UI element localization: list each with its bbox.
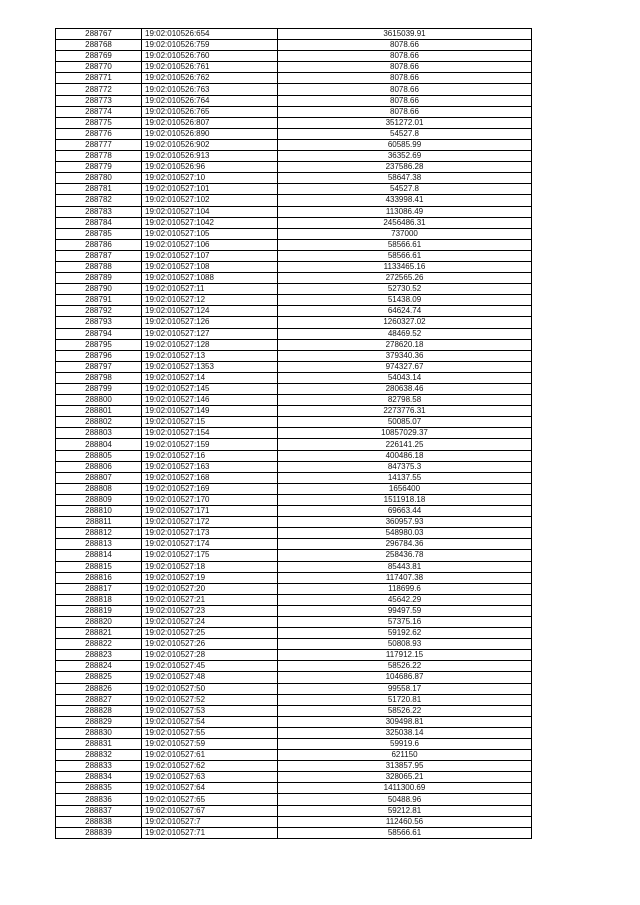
row-id-cell: 288833 xyxy=(56,761,142,772)
row-id-cell: 288786 xyxy=(56,239,142,250)
cadastral-code-cell: 19:02:010526:761 xyxy=(142,62,278,73)
cadastral-code-cell: 19:02:010527:45 xyxy=(142,661,278,672)
row-id-cell: 288822 xyxy=(56,639,142,650)
amount-cell: 1656400 xyxy=(278,483,532,494)
cadastral-code-cell: 19:02:010527:24 xyxy=(142,616,278,627)
amount-cell: 50488.96 xyxy=(278,794,532,805)
table-row xyxy=(56,162,532,173)
amount-cell: 48469.52 xyxy=(278,328,532,339)
cadastral-code-cell: 19:02:010527:62 xyxy=(142,761,278,772)
amount-cell: 8078.66 xyxy=(278,95,532,106)
row-id-cell: 288800 xyxy=(56,395,142,406)
row-id-cell: 288826 xyxy=(56,683,142,694)
amount-cell: 99558.17 xyxy=(278,683,532,694)
cadastral-code-cell: 19:02:010527:14 xyxy=(142,372,278,383)
amount-cell: 60585.99 xyxy=(278,139,532,150)
amount-cell: 54527.8 xyxy=(278,128,532,139)
table-row xyxy=(56,117,532,128)
table-row xyxy=(56,483,532,494)
table-row xyxy=(56,705,532,716)
table-row xyxy=(56,250,532,261)
cadastral-code-cell: 19:02:010526:764 xyxy=(142,95,278,106)
cadastral-code-cell: 19:02:010527:168 xyxy=(142,472,278,483)
row-id-cell: 288776 xyxy=(56,128,142,139)
amount-cell: 258436.78 xyxy=(278,550,532,561)
cadastral-code-cell: 19:02:010527:170 xyxy=(142,494,278,505)
amount-cell: 14137.55 xyxy=(278,472,532,483)
amount-cell: 52730.52 xyxy=(278,284,532,295)
amount-cell: 621150 xyxy=(278,750,532,761)
cadastral-code-cell: 19:02:010527:28 xyxy=(142,650,278,661)
table-row xyxy=(56,217,532,228)
table-row xyxy=(56,428,532,439)
amount-cell: 58566.61 xyxy=(278,827,532,838)
row-id-cell: 288773 xyxy=(56,95,142,106)
cadastral-code-cell: 19:02:010527:172 xyxy=(142,517,278,528)
amount-cell: 59192.62 xyxy=(278,628,532,639)
cadastral-code-cell: 19:02:010526:807 xyxy=(142,117,278,128)
cadastral-code-cell: 19:02:010526:654 xyxy=(142,29,278,40)
table-row xyxy=(56,650,532,661)
amount-cell: 104686.87 xyxy=(278,672,532,683)
cadastral-code-cell: 19:02:010527:48 xyxy=(142,672,278,683)
table-row xyxy=(56,572,532,583)
cadastral-code-cell: 19:02:010527:65 xyxy=(142,794,278,805)
row-id-cell: 288795 xyxy=(56,339,142,350)
row-id-cell: 288775 xyxy=(56,117,142,128)
amount-cell: 360957.93 xyxy=(278,517,532,528)
row-id-cell: 288788 xyxy=(56,261,142,272)
table-row xyxy=(56,716,532,727)
amount-cell: 272565.26 xyxy=(278,273,532,284)
table-row xyxy=(56,284,532,295)
row-id-cell: 288799 xyxy=(56,384,142,395)
table-row xyxy=(56,494,532,505)
amount-cell: 118699.6 xyxy=(278,583,532,594)
cadastral-code-cell: 19:02:010527:1353 xyxy=(142,361,278,372)
amount-cell: 58526.22 xyxy=(278,661,532,672)
amount-cell: 325038.14 xyxy=(278,727,532,738)
table-row xyxy=(56,62,532,73)
row-id-cell: 288805 xyxy=(56,450,142,461)
row-id-cell: 288821 xyxy=(56,628,142,639)
row-id-cell: 288835 xyxy=(56,783,142,794)
cadastral-code-cell: 19:02:010527:105 xyxy=(142,228,278,239)
row-id-cell: 288784 xyxy=(56,217,142,228)
table-row xyxy=(56,95,532,106)
cadastral-code-cell: 19:02:010527:104 xyxy=(142,206,278,217)
cadastral-code-cell: 19:02:010527:1088 xyxy=(142,273,278,284)
cadastral-code-cell: 19:02:010527:159 xyxy=(142,439,278,450)
row-id-cell: 288789 xyxy=(56,273,142,284)
table-row xyxy=(56,40,532,51)
row-id-cell: 288793 xyxy=(56,317,142,328)
cadastral-code-cell: 19:02:010527:175 xyxy=(142,550,278,561)
table-row xyxy=(56,106,532,117)
amount-cell: 278620.18 xyxy=(278,339,532,350)
amount-cell: 737000 xyxy=(278,228,532,239)
table-row xyxy=(56,450,532,461)
amount-cell: 10857029.37 xyxy=(278,428,532,439)
amount-cell: 58566.61 xyxy=(278,250,532,261)
cadastral-code-cell: 19:02:010527:174 xyxy=(142,539,278,550)
amount-cell: 280638.46 xyxy=(278,384,532,395)
amount-cell: 69663.44 xyxy=(278,506,532,517)
table-row xyxy=(56,128,532,139)
cadastral-code-cell: 19:02:010527:55 xyxy=(142,727,278,738)
cadastral-code-cell: 19:02:010527:12 xyxy=(142,295,278,306)
amount-cell: 328065.21 xyxy=(278,772,532,783)
table-row xyxy=(56,239,532,250)
cadastral-code-cell: 19:02:010527:126 xyxy=(142,317,278,328)
amount-cell: 400486.18 xyxy=(278,450,532,461)
cadastral-code-cell: 19:02:010527:19 xyxy=(142,572,278,583)
row-id-cell: 288809 xyxy=(56,494,142,505)
amount-cell: 2273776.31 xyxy=(278,406,532,417)
row-id-cell: 288767 xyxy=(56,29,142,40)
table-row xyxy=(56,639,532,650)
table-row xyxy=(56,539,532,550)
row-id-cell: 288837 xyxy=(56,805,142,816)
row-id-cell: 288813 xyxy=(56,539,142,550)
cadastral-code-cell: 19:02:010527:1042 xyxy=(142,217,278,228)
row-id-cell: 288814 xyxy=(56,550,142,561)
cadastral-code-cell: 19:02:010527:25 xyxy=(142,628,278,639)
records-table xyxy=(55,28,532,839)
table-row xyxy=(56,350,532,361)
row-id-cell: 288819 xyxy=(56,605,142,616)
cadastral-code-cell: 19:02:010527:61 xyxy=(142,750,278,761)
table-row xyxy=(56,628,532,639)
records-table-body xyxy=(56,29,532,839)
table-row xyxy=(56,517,532,528)
amount-cell: 54527.8 xyxy=(278,184,532,195)
cadastral-code-cell: 19:02:010527:10 xyxy=(142,173,278,184)
amount-cell: 8078.66 xyxy=(278,62,532,73)
amount-cell: 58566.61 xyxy=(278,239,532,250)
amount-cell: 117407.38 xyxy=(278,572,532,583)
amount-cell: 50808.93 xyxy=(278,639,532,650)
table-row xyxy=(56,605,532,616)
amount-cell: 51438.09 xyxy=(278,295,532,306)
row-id-cell: 288802 xyxy=(56,417,142,428)
table-row xyxy=(56,439,532,450)
row-id-cell: 288777 xyxy=(56,139,142,150)
row-id-cell: 288823 xyxy=(56,650,142,661)
table-row xyxy=(56,84,532,95)
cadastral-code-cell: 19:02:010526:763 xyxy=(142,84,278,95)
amount-cell: 847375.3 xyxy=(278,461,532,472)
row-id-cell: 288827 xyxy=(56,694,142,705)
cadastral-code-cell: 19:02:010527:149 xyxy=(142,406,278,417)
table-row xyxy=(56,750,532,761)
table-row xyxy=(56,583,532,594)
row-id-cell: 288778 xyxy=(56,151,142,162)
cadastral-code-cell: 19:02:010527:63 xyxy=(142,772,278,783)
amount-cell: 313857.95 xyxy=(278,761,532,772)
table-row xyxy=(56,472,532,483)
cadastral-code-cell: 19:02:010527:146 xyxy=(142,395,278,406)
amount-cell: 99497.59 xyxy=(278,605,532,616)
cadastral-code-cell: 19:02:010526:759 xyxy=(142,40,278,51)
row-id-cell: 288779 xyxy=(56,162,142,173)
table-row xyxy=(56,672,532,683)
table-row xyxy=(56,417,532,428)
amount-cell: 117912.15 xyxy=(278,650,532,661)
amount-cell: 351272.01 xyxy=(278,117,532,128)
cadastral-code-cell: 19:02:010527:124 xyxy=(142,306,278,317)
row-id-cell: 288831 xyxy=(56,739,142,750)
table-row xyxy=(56,772,532,783)
table-row xyxy=(56,317,532,328)
amount-cell: 58647.38 xyxy=(278,173,532,184)
row-id-cell: 288769 xyxy=(56,51,142,62)
row-id-cell: 288830 xyxy=(56,727,142,738)
row-id-cell: 288803 xyxy=(56,428,142,439)
cadastral-code-cell: 19:02:010526:96 xyxy=(142,162,278,173)
cadastral-code-cell: 19:02:010527:102 xyxy=(142,195,278,206)
amount-cell: 45642.29 xyxy=(278,594,532,605)
row-id-cell: 288812 xyxy=(56,528,142,539)
cadastral-code-cell: 19:02:010527:16 xyxy=(142,450,278,461)
amount-cell: 3615039.91 xyxy=(278,29,532,40)
row-id-cell: 288774 xyxy=(56,106,142,117)
table-row xyxy=(56,206,532,217)
cadastral-code-cell: 19:02:010527:20 xyxy=(142,583,278,594)
cadastral-code-cell: 19:02:010527:54 xyxy=(142,716,278,727)
amount-cell: 433998.41 xyxy=(278,195,532,206)
row-id-cell: 288839 xyxy=(56,827,142,838)
table-row xyxy=(56,295,532,306)
cadastral-code-cell: 19:02:010526:890 xyxy=(142,128,278,139)
table-row xyxy=(56,561,532,572)
row-id-cell: 288787 xyxy=(56,250,142,261)
amount-cell: 8078.66 xyxy=(278,51,532,62)
cadastral-code-cell: 19:02:010527:59 xyxy=(142,739,278,750)
cadastral-code-cell: 19:02:010527:145 xyxy=(142,384,278,395)
row-id-cell: 288815 xyxy=(56,561,142,572)
amount-cell: 226141.25 xyxy=(278,439,532,450)
amount-cell: 50085.07 xyxy=(278,417,532,428)
cadastral-code-cell: 19:02:010527:64 xyxy=(142,783,278,794)
cadastral-code-cell: 19:02:010527:169 xyxy=(142,483,278,494)
amount-cell: 2456486.31 xyxy=(278,217,532,228)
data-sheet xyxy=(55,28,531,839)
row-id-cell: 288785 xyxy=(56,228,142,239)
table-row xyxy=(56,339,532,350)
table-row xyxy=(56,139,532,150)
row-id-cell: 288791 xyxy=(56,295,142,306)
table-row xyxy=(56,306,532,317)
amount-cell: 85443.81 xyxy=(278,561,532,572)
table-row xyxy=(56,184,532,195)
row-id-cell: 288816 xyxy=(56,572,142,583)
table-row xyxy=(56,727,532,738)
cadastral-code-cell: 19:02:010527:106 xyxy=(142,239,278,250)
amount-cell: 113086.49 xyxy=(278,206,532,217)
cadastral-code-cell: 19:02:010527:101 xyxy=(142,184,278,195)
row-id-cell: 288770 xyxy=(56,62,142,73)
row-id-cell: 288796 xyxy=(56,350,142,361)
table-row xyxy=(56,683,532,694)
row-id-cell: 288808 xyxy=(56,483,142,494)
amount-cell: 296784.36 xyxy=(278,539,532,550)
cadastral-code-cell: 19:02:010526:765 xyxy=(142,106,278,117)
amount-cell: 64624.74 xyxy=(278,306,532,317)
table-row xyxy=(56,694,532,705)
table-row xyxy=(56,384,532,395)
table-row xyxy=(56,827,532,838)
cadastral-code-cell: 19:02:010527:52 xyxy=(142,694,278,705)
row-id-cell: 288807 xyxy=(56,472,142,483)
row-id-cell: 288798 xyxy=(56,372,142,383)
table-row xyxy=(56,461,532,472)
amount-cell: 8078.66 xyxy=(278,84,532,95)
cadastral-code-cell: 19:02:010527:7 xyxy=(142,816,278,827)
row-id-cell: 288828 xyxy=(56,705,142,716)
cadastral-code-cell: 19:02:010527:154 xyxy=(142,428,278,439)
cadastral-code-cell: 19:02:010527:128 xyxy=(142,339,278,350)
cadastral-code-cell: 19:02:010526:762 xyxy=(142,73,278,84)
amount-cell: 379340.36 xyxy=(278,350,532,361)
row-id-cell: 288801 xyxy=(56,406,142,417)
cadastral-code-cell: 19:02:010527:26 xyxy=(142,639,278,650)
amount-cell: 82798.58 xyxy=(278,395,532,406)
table-row xyxy=(56,506,532,517)
cadastral-code-cell: 19:02:010527:15 xyxy=(142,417,278,428)
table-row xyxy=(56,73,532,84)
table-row xyxy=(56,528,532,539)
table-row xyxy=(56,151,532,162)
table-row xyxy=(56,173,532,184)
table-row xyxy=(56,406,532,417)
cadastral-code-cell: 19:02:010527:107 xyxy=(142,250,278,261)
row-id-cell: 288825 xyxy=(56,672,142,683)
amount-cell: 51720.81 xyxy=(278,694,532,705)
row-id-cell: 288804 xyxy=(56,439,142,450)
cadastral-code-cell: 19:02:010527:50 xyxy=(142,683,278,694)
row-id-cell: 288790 xyxy=(56,284,142,295)
amount-cell: 548980.03 xyxy=(278,528,532,539)
table-row xyxy=(56,261,532,272)
row-id-cell: 288782 xyxy=(56,195,142,206)
table-row xyxy=(56,195,532,206)
amount-cell: 1411300.69 xyxy=(278,783,532,794)
table-row xyxy=(56,29,532,40)
amount-cell: 8078.66 xyxy=(278,40,532,51)
amount-cell: 237586.28 xyxy=(278,162,532,173)
amount-cell: 8078.66 xyxy=(278,106,532,117)
row-id-cell: 288829 xyxy=(56,716,142,727)
amount-cell: 309498.81 xyxy=(278,716,532,727)
row-id-cell: 288820 xyxy=(56,616,142,627)
amount-cell: 974327.67 xyxy=(278,361,532,372)
table-row xyxy=(56,228,532,239)
row-id-cell: 288836 xyxy=(56,794,142,805)
cadastral-code-cell: 19:02:010527:53 xyxy=(142,705,278,716)
row-id-cell: 288792 xyxy=(56,306,142,317)
row-id-cell: 288768 xyxy=(56,40,142,51)
cadastral-code-cell: 19:02:010527:71 xyxy=(142,827,278,838)
cadastral-code-cell: 19:02:010526:760 xyxy=(142,51,278,62)
table-row xyxy=(56,783,532,794)
table-row xyxy=(56,661,532,672)
table-row xyxy=(56,616,532,627)
table-row xyxy=(56,550,532,561)
row-id-cell: 288806 xyxy=(56,461,142,472)
row-id-cell: 288818 xyxy=(56,594,142,605)
cadastral-code-cell: 19:02:010527:163 xyxy=(142,461,278,472)
cadastral-code-cell: 19:02:010526:902 xyxy=(142,139,278,150)
cadastral-code-cell: 19:02:010527:21 xyxy=(142,594,278,605)
table-row xyxy=(56,739,532,750)
amount-cell: 36352.69 xyxy=(278,151,532,162)
row-id-cell: 288817 xyxy=(56,583,142,594)
row-id-cell: 288772 xyxy=(56,84,142,95)
amount-cell: 8078.66 xyxy=(278,73,532,84)
cadastral-code-cell: 19:02:010527:173 xyxy=(142,528,278,539)
cadastral-code-cell: 19:02:010527:23 xyxy=(142,605,278,616)
row-id-cell: 288832 xyxy=(56,750,142,761)
table-row xyxy=(56,794,532,805)
table-row xyxy=(56,51,532,62)
table-row xyxy=(56,395,532,406)
table-row xyxy=(56,594,532,605)
table-row xyxy=(56,761,532,772)
row-id-cell: 288838 xyxy=(56,816,142,827)
amount-cell: 59919.6 xyxy=(278,739,532,750)
amount-cell: 58526.22 xyxy=(278,705,532,716)
table-row xyxy=(56,372,532,383)
row-id-cell: 288781 xyxy=(56,184,142,195)
amount-cell: 57375.16 xyxy=(278,616,532,627)
table-row xyxy=(56,816,532,827)
cadastral-code-cell: 19:02:010527:67 xyxy=(142,805,278,816)
row-id-cell: 288824 xyxy=(56,661,142,672)
row-id-cell: 288811 xyxy=(56,517,142,528)
cadastral-code-cell: 19:02:010527:108 xyxy=(142,261,278,272)
table-row xyxy=(56,328,532,339)
row-id-cell: 288783 xyxy=(56,206,142,217)
table-row xyxy=(56,361,532,372)
row-id-cell: 288834 xyxy=(56,772,142,783)
cadastral-code-cell: 19:02:010527:171 xyxy=(142,506,278,517)
row-id-cell: 288794 xyxy=(56,328,142,339)
amount-cell: 1260327.02 xyxy=(278,317,532,328)
amount-cell: 54043.14 xyxy=(278,372,532,383)
amount-cell: 112460.56 xyxy=(278,816,532,827)
row-id-cell: 288810 xyxy=(56,506,142,517)
amount-cell: 59212.81 xyxy=(278,805,532,816)
table-row xyxy=(56,805,532,816)
table-row xyxy=(56,273,532,284)
cadastral-code-cell: 19:02:010527:13 xyxy=(142,350,278,361)
cadastral-code-cell: 19:02:010526:913 xyxy=(142,151,278,162)
row-id-cell: 288797 xyxy=(56,361,142,372)
row-id-cell: 288780 xyxy=(56,173,142,184)
row-id-cell: 288771 xyxy=(56,73,142,84)
amount-cell: 1511918.18 xyxy=(278,494,532,505)
cadastral-code-cell: 19:02:010527:127 xyxy=(142,328,278,339)
cadastral-code-cell: 19:02:010527:11 xyxy=(142,284,278,295)
cadastral-code-cell: 19:02:010527:18 xyxy=(142,561,278,572)
amount-cell: 1133465.16 xyxy=(278,261,532,272)
